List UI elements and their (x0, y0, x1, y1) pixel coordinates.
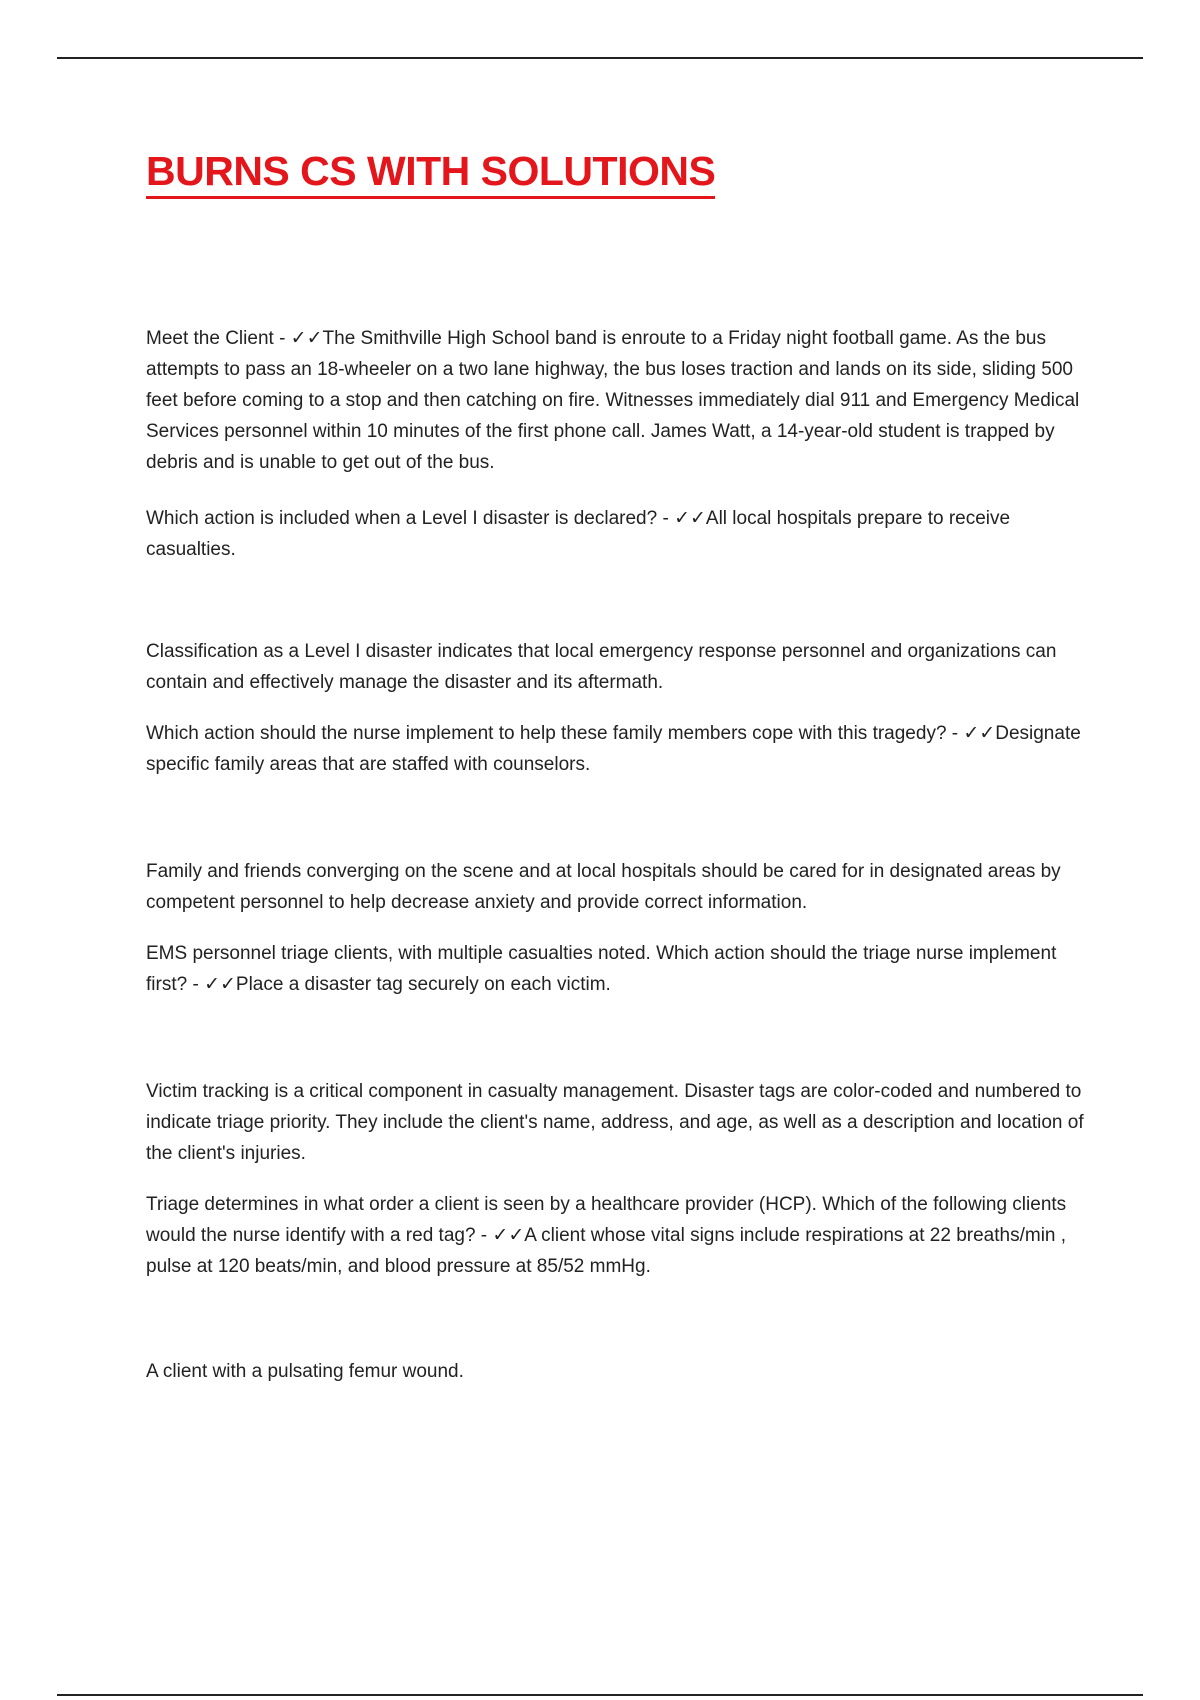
answer-text: Place a disaster tag securely on each victim. (235, 974, 611, 995)
check-icon: ✓✓ (290, 328, 323, 349)
paragraph-femur-wound: A client with a pulsating femur wound. (146, 1361, 464, 1382)
paragraph-question-level-disaster (146, 503, 1096, 565)
top-rule (57, 57, 1143, 59)
question-text: Triage determines in what order a client is seen by a healthcare provider (HCP). Which of the following clients would the nurse identify with a red tag? - (146, 1194, 1067, 1246)
paragraph-rationale-level-disaster: Classification as a Level I disaster indicates that local emergency response personnel and organizations can contain and effectively manage the disaster and its aftermath. (146, 641, 1057, 693)
check-icon: ✓✓ (492, 1225, 525, 1246)
bottom-rule (57, 1694, 1143, 1696)
paragraph-meet-the-client (146, 323, 1096, 478)
answer-text: All local hospitals prepare to receive casualties. (146, 508, 1011, 560)
paragraph-question-red-tag (146, 1189, 1096, 1282)
page-title: BURNS CS WITH SOLUTIONS (146, 148, 715, 199)
question-text: Which action should the nurse implement to help these family members cope with this tragedy? - (146, 723, 964, 744)
paragraph-rationale-family-areas: Family and friends converging on the scene and at local hospitals should be cared for in designated areas by competent personnel to help decrease anxiety and provide correct information. (146, 861, 1061, 913)
question-text: Meet the Client - (146, 328, 291, 349)
answer-text: The Smithville High School band is enroute to a Friday night football game. As the bus attempts to pass an 18-wheeler on a two lane highway, the bus loses traction and lands on its side, sliding 500 feet before coming to a stop and then catching on fire. Witnesses immediately dial 911 and Emergency Medical Services personnel within 10 minutes of the first phone call. James Watt, a 14-year-old student is trapped by debris and is unable to get out of the bus. (146, 328, 1080, 473)
question-text: Which action is included when a Level I disaster is declared? - (146, 508, 675, 529)
answer-text: Designate specific family areas that are staffed with counselors. (146, 723, 1081, 775)
paragraph-rationale-victim-tracking: Victim tracking is a critical component in casualty management. Disaster tags are color-coded and numbered to indicate triage priority. They include the client's name, address, and age, as well as a description and location of the client's injuries. (146, 1081, 1084, 1164)
answer-text: A client whose vital signs include respirations at 22 breaths/min , pulse at 120 beats/min, and blood pressure at 85/52 mmHg. (146, 1225, 1067, 1277)
check-icon: ✓✓ (204, 974, 236, 995)
paragraph-question-triage-first (146, 938, 1096, 1000)
check-icon: ✓✓ (674, 508, 706, 529)
paragraph-question-family-coping (146, 718, 1096, 780)
question-text: EMS personnel triage clients, with multiple casualties noted. Which action should the triage nurse implement first? - (146, 943, 1057, 995)
check-icon: ✓✓ (963, 723, 996, 744)
